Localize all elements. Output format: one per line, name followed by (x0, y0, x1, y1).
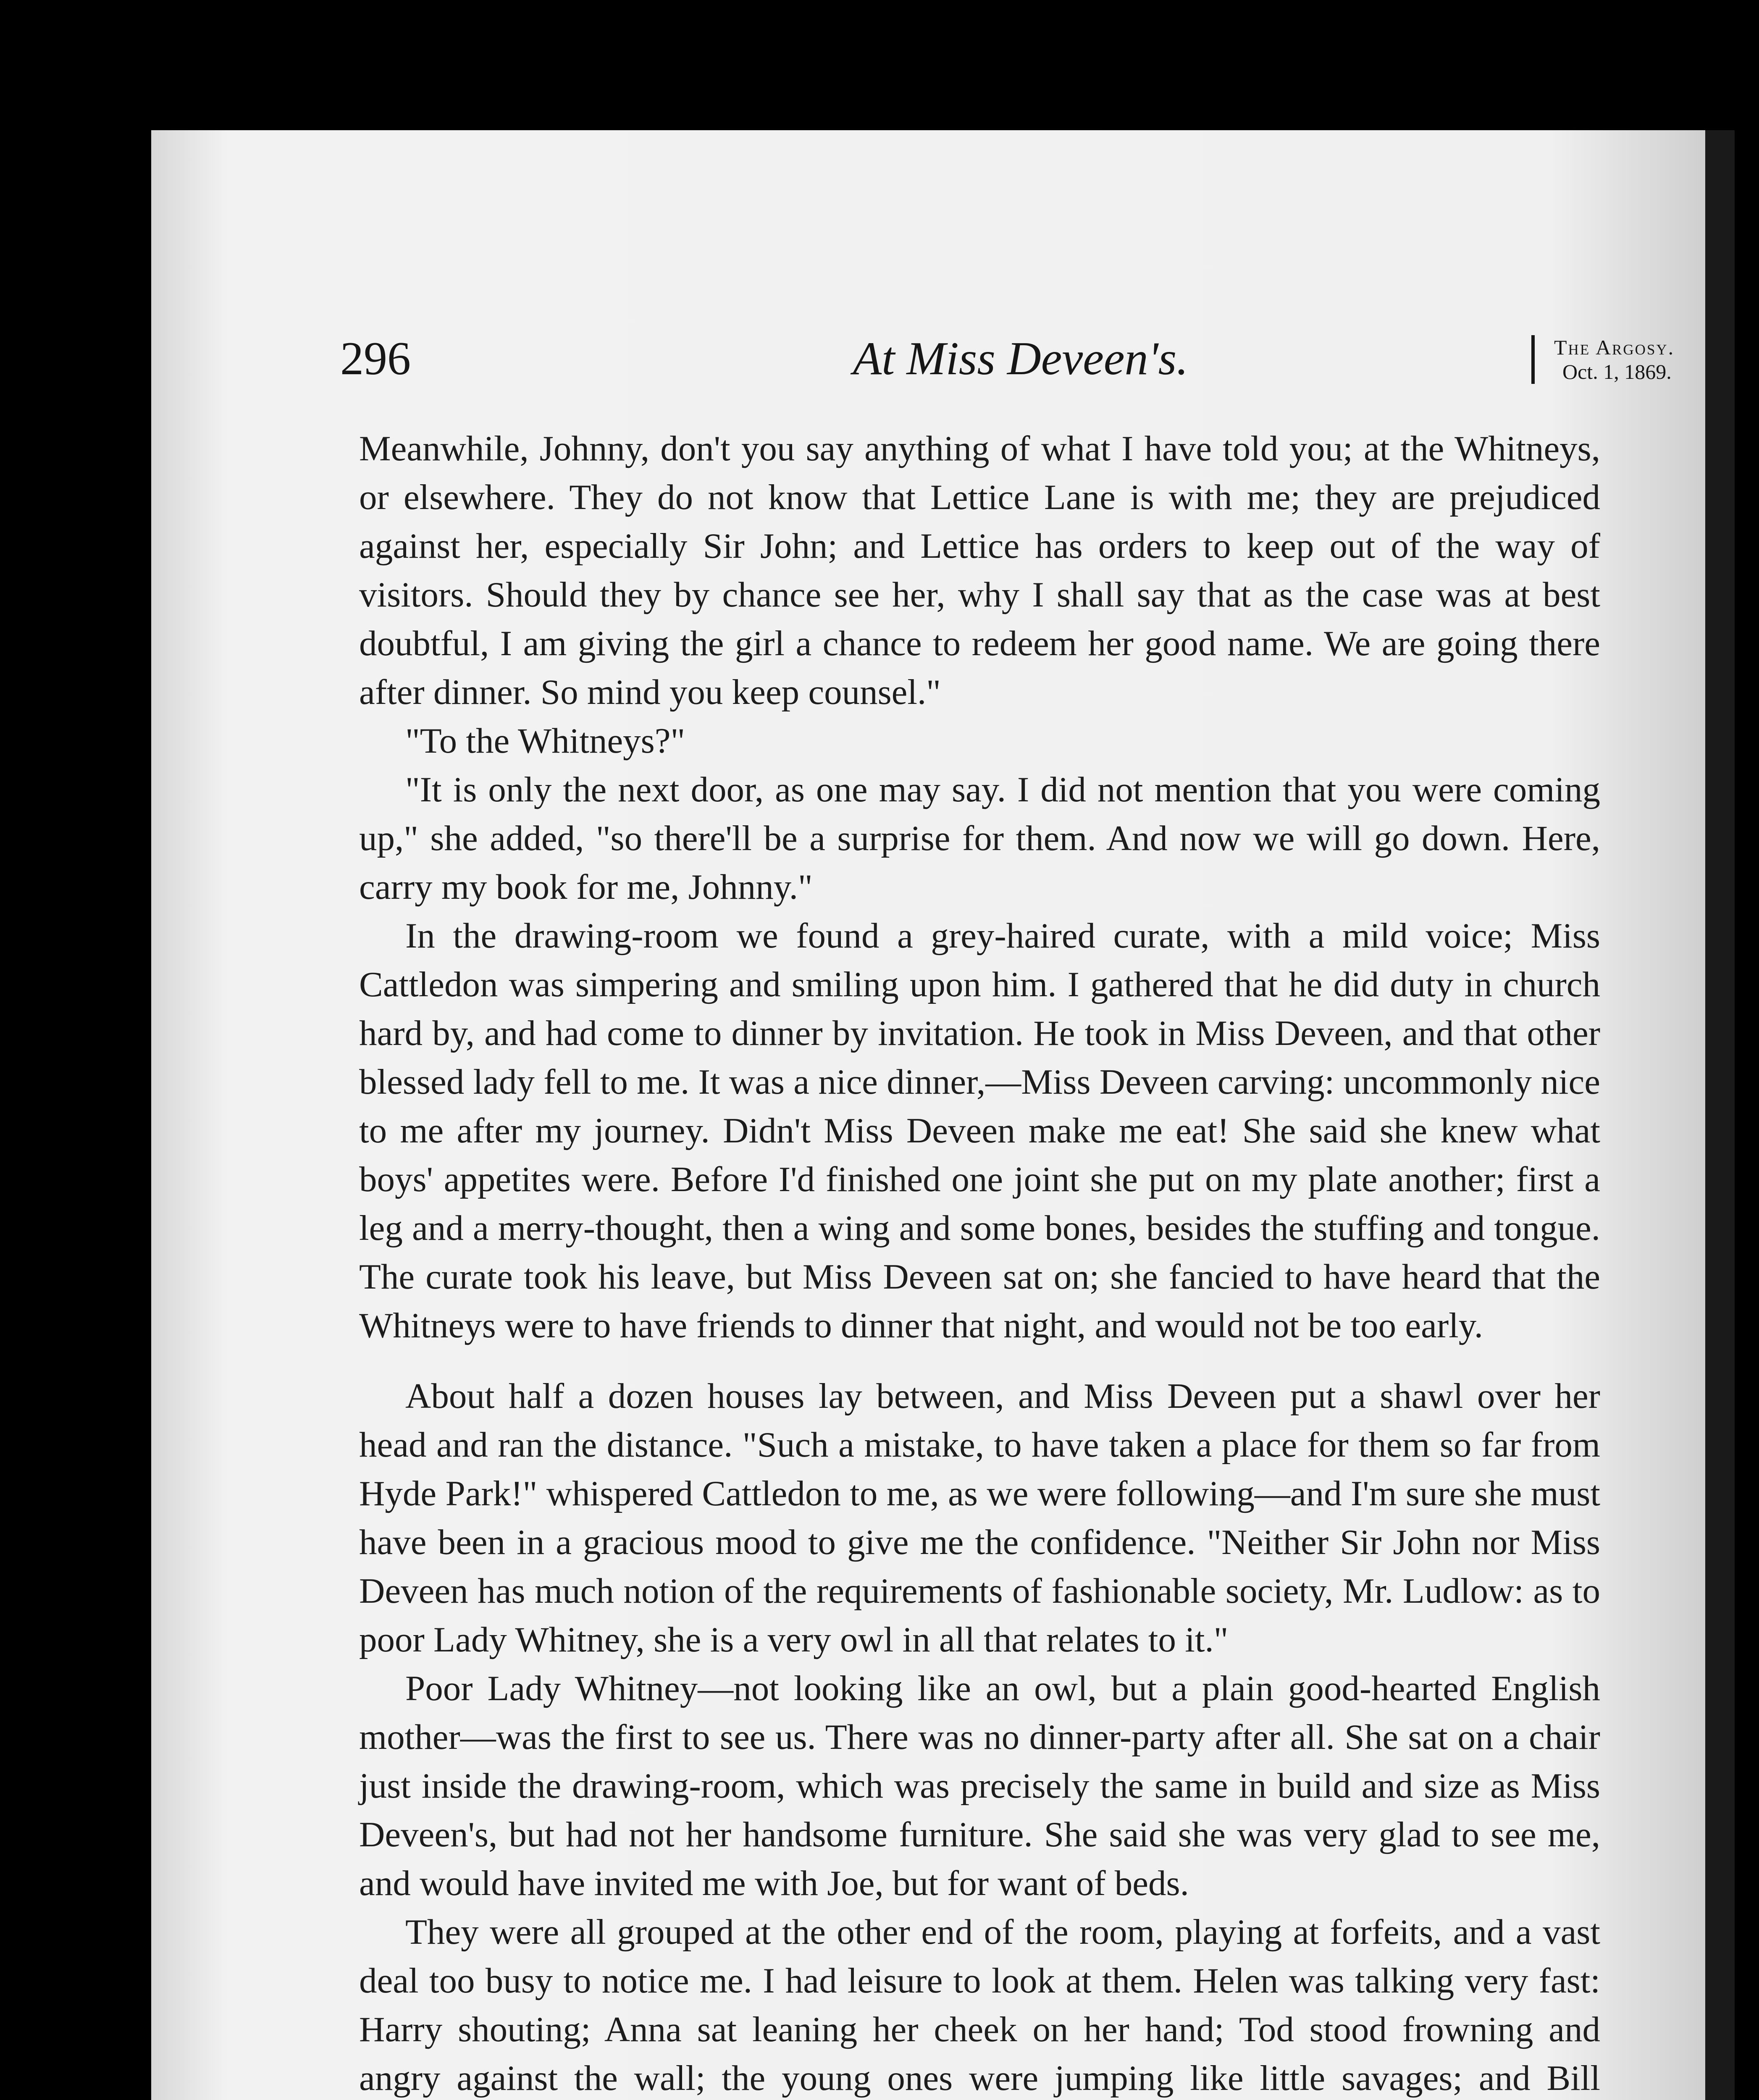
paragraph: About half a dozen houses lay between, and Miss Deveen put a shawl over her head and ran the distance. "Such a mistake, to have taken a place for them so far from Hyde Park!" whispered Cattledon to me, as we were following—and I'm sure she must have been in a gracious mood to give me the confidence. "Neither Sir John nor Miss Deveen has much notion of the requirements of fashionable society, Mr. Ludlow: as to poor Lady Whitney, she is a very owl in all that relates to it." (359, 1376, 1600, 1659)
running-title: At Miss Deveen's. (853, 333, 1189, 385)
page-number: 296 (340, 333, 411, 385)
paragraph: "It is only the next door, as one may say. I did not mention that you were coming up," she added, "so there'll be a surprise for them. And now we will go down. Here, carry my book for me, Johnny." (359, 770, 1600, 907)
body-text (359, 424, 1600, 2100)
paragraph: In the drawing-room we found a grey-haired curate, with a mild voice; Miss Cattledon was simpering and smiling upon him. I gathered that he did duty in church hard by, and had come to dinner by invitation. He took in Miss Deveen, and that other blessed lady fell to me. It was a nice dinner,—Miss Deveen carving: uncommonly nice to me after my journey. Didn't Miss Deveen make me eat! She said she knew what boys' appetites were. Before I'd finished one joint she put on my plate another; first a leg and a merry-thought, then a wing and some bones, besides the stuffing and tongue. The curate took his leave, but Miss Deveen sat on; she fancied to have heard that the Whitneys were to have friends to dinner that night, and would not be too early. (359, 916, 1600, 1345)
paragraph: Poor Lady Whitney—not looking like an owl, but a plain good-hearted English mother—was the first to see us. There was no dinner-party after all. She sat on a chair just inside the drawing-room, which was precisely the same in build and size as Miss Deveen's, but had not her handsome furniture. She said she was very glad to see me, and would have invited me with Joe, but for want of beds. (359, 1669, 1600, 1903)
journal-reference (1531, 335, 1730, 384)
journal-date: Oct. 1, 1869. (1562, 360, 1672, 383)
journal-name: The Argosy. (1554, 336, 1675, 359)
paragraph: "To the Whitneys?" (405, 721, 685, 761)
paragraph: They were all grouped at the other end of the room, playing at forfeits, and a vast deal too busy to notice me. I had leisure to look at them. Helen was talking very fast: Harry shouting; Anna sat leaning her cheek on her hand; Tod stood frowning and angry against the wall; the young ones were jumping like little savages; and Bill (359, 1912, 1600, 2098)
page-header (340, 332, 1730, 416)
paragraph: Meanwhile, Johnny, don't you say anything of what I have told you; at the Whitneys, or elsewhere. They do not know that Lettice Lane is with me; they are prejudiced against her, especially Sir John; and Lettice has orders to keep out of the way of visitors. Should they by chance see her, why I shall say that as the case was at best doubtful, I am giving the girl a chance to redeem her good name. We are going there after dinner. So mind you keep counsel." (359, 429, 1600, 712)
